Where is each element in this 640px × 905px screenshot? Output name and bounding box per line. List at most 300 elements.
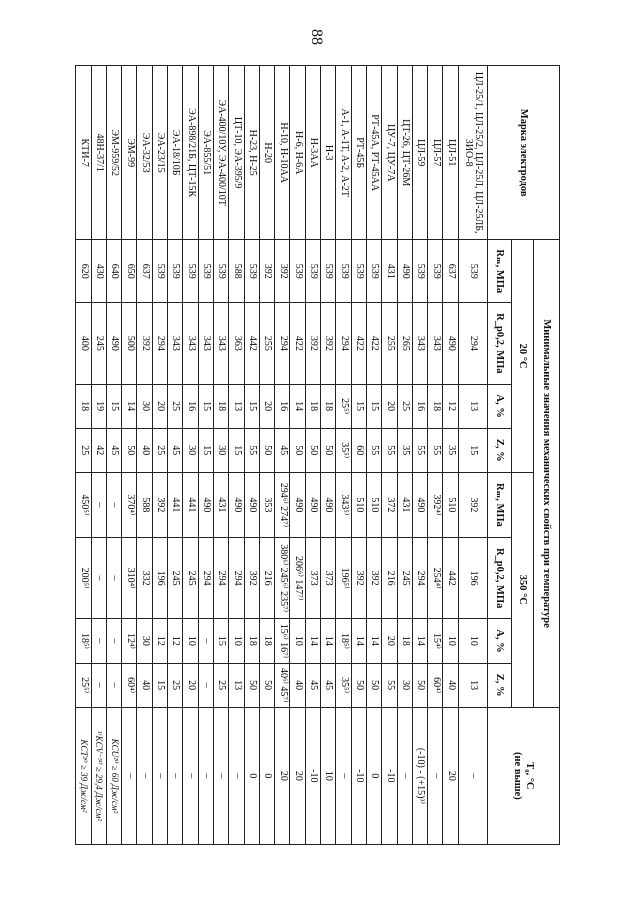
cell-a20: 25 [397,384,412,428]
cell-name: ЦЛ-25/1, ЦЛ-25/2, ЦЛ-25Л, ЦЛ-25ЛБ, ЗИО-8 [458,66,487,240]
cell-z20: 55 [428,428,443,472]
cell-rm: 637 [137,240,152,303]
cell-rm350: 441 [168,472,183,537]
cell-rp20: 343 [213,303,228,384]
cell-rm: 539 [305,240,320,303]
cell-rm: 620 [76,240,92,303]
cell-z20: 35 [397,428,412,472]
table-viewport [75,65,560,845]
cell-t0: – [198,707,213,844]
cell-rp20: 442 [244,303,259,384]
cell-t0: -10 [305,707,320,844]
cell-name: ЭМ-959/52 [106,66,121,240]
cell-z20: 42 [91,428,106,472]
cell-rp350: 216 [259,537,274,618]
cell-t0: 0 [244,707,259,844]
cell-a20: 18 [213,384,228,428]
cell-rm350: 490 [244,472,259,537]
table-row [183,66,198,845]
cell-a20: 25 [168,384,183,428]
cell-z20: 40 [137,428,152,472]
cell-rp20: 363 [229,303,244,384]
cell-t0: – [122,707,137,844]
cell-name: А-1, А-1Т, А-2, А-2Т [336,66,351,240]
header-rm: Rₘ, МПа [488,240,512,303]
cell-rp350: 294 [229,537,244,618]
cell-a350: 30 [137,619,152,663]
cell-z20: 60 [351,428,366,472]
cell-z350: 50 [366,663,381,707]
cell-rp350: 245 [397,537,412,618]
cell-rm350: – [91,472,106,537]
cell-z350: – [106,663,121,707]
cell-a20: 15 [198,384,213,428]
header-rm-350: Rₘ, МПа [488,472,512,537]
cell-rp350: 373 [305,537,320,618]
cell-t0: 0 [366,707,381,844]
cell-t0: -10 [382,707,397,844]
cell-rm350: 490 [229,472,244,537]
cell-rp20: 343 [428,303,443,384]
cell-rm350: 450⁵⁾ [76,472,92,537]
cell-a20: 25⁵⁾ [336,384,351,428]
cell-name: ЭА-18/10Б [168,66,183,240]
cell-rp20: 343 [412,303,427,384]
cell-name: ЭА-898/21Б, ЦТ-15К [183,66,198,240]
cell-rm350: 510 [351,472,366,537]
cell-z350: 50 [412,663,427,707]
cell-t0: – [183,707,198,844]
cell-a350: 18⁵⁾ [336,619,351,663]
cell-a20: 18 [305,384,320,428]
table-row [244,66,259,845]
cell-a350: – [91,619,106,663]
cell-rm: 539 [336,240,351,303]
cell-name: Н-23, Н-25 [244,66,259,240]
cell-a350: 20 [382,619,397,663]
cell-name: ЭМ-99 [122,66,137,240]
cell-rp350: 310⁴⁾ [122,537,137,618]
cell-t0: – [152,707,167,844]
cell-name: Н-3 [321,66,336,240]
header-z-350: Z, % [488,663,512,707]
cell-a350: 15 [213,619,228,663]
table-row [122,66,137,845]
page-number: 88 [308,29,325,45]
cell-z20: 50 [290,428,305,472]
cell-a350: 10 [290,619,305,663]
cell-rm350: 294⁶⁾ 274⁷⁾ [275,472,290,537]
cell-rp350: 196⁵⁾ [336,537,351,618]
cell-a350: 18 [244,619,259,663]
mechanical-properties-table [75,65,560,845]
cell-z20: 50 [321,428,336,472]
cell-rp20: 255 [259,303,274,384]
table-row [382,66,397,845]
cell-rp20: 490 [106,303,121,384]
cell-rm: 539 [152,240,167,303]
cell-rm: 539 [366,240,381,303]
cell-rm: 539 [428,240,443,303]
cell-rp20: 422 [366,303,381,384]
cell-rp350: 392 [351,537,366,618]
cell-a20: 12 [443,384,458,428]
header-rp-350: R_p0,2, МПа [488,537,512,618]
table-row [428,66,443,845]
cell-z20: 15 [229,428,244,472]
cell-rp350: 373 [321,537,336,618]
cell-a20: 19 [91,384,106,428]
cell-name: ЦТ-10, ЭА-395/9 [229,66,244,240]
table-row [106,66,121,845]
cell-rp20: 392 [305,303,320,384]
cell-a20: 18 [428,384,443,428]
cell-z350: 40 [443,663,458,707]
cell-a20: 16 [183,384,198,428]
cell-rp20: 265 [397,303,412,384]
cell-z350: 30 [397,663,412,707]
cell-a20: 20 [259,384,274,428]
cell-rp20: 400 [76,303,92,384]
cell-rp350: – [91,537,106,618]
cell-rp20: 294 [336,303,351,384]
cell-z20: 35⁵⁾ [336,428,351,472]
cell-a20: 18 [321,384,336,428]
cell-name: ЦЛ-51 [443,66,458,240]
table-row [366,66,381,845]
cell-a20: 13 [229,384,244,428]
cell-a350: 12⁴⁾ [122,619,137,663]
cell-name: 48Н-37/1 [91,66,106,240]
cell-z350: 45 [321,663,336,707]
cell-a350: 14 [351,619,366,663]
cell-rm: 539 [213,240,228,303]
cell-z350: 25⁵⁾ [76,663,92,707]
cell-rm350: 588 [137,472,152,537]
cell-a350: 15⁴⁾ [428,619,443,663]
cell-rm350: 490 [290,472,305,537]
cell-a20: 16 [275,384,290,428]
cell-rm: 539 [412,240,427,303]
cell-z20: 55 [366,428,381,472]
cell-t0: – [336,707,351,844]
cell-name: РТ-45А, РТ-45АА [366,66,381,240]
header-electrode: Марка электродов [488,66,560,240]
cell-rm: 392 [259,240,274,303]
cell-t0: – [168,707,183,844]
cell-rp20: 422 [290,303,305,384]
cell-rm350: 353 [259,472,274,537]
cell-rp350: 196 [458,537,487,618]
cell-rp20: 343 [168,303,183,384]
cell-name: Н-3АА [305,66,320,240]
cell-rm: 637 [443,240,458,303]
cell-name: ЭА-32/53 [137,66,152,240]
cell-t0: – [458,707,487,844]
cell-z20: 50 [122,428,137,472]
cell-rp350: 380⁶⁾ 245⁶⁾ 235⁷⁾ [275,537,290,618]
cell-a20: 16 [412,384,427,428]
cell-a20: 15 [366,384,381,428]
cell-a350: 14 [321,619,336,663]
cell-a350: – [106,619,121,663]
cell-name: РТ-45Б [351,66,366,240]
cell-z350: 50 [244,663,259,707]
cell-rp350: 392 [366,537,381,618]
table-row [76,66,92,845]
cell-name: КТИ-7 [76,66,92,240]
cell-a350: 10 [183,619,198,663]
cell-rm: 539 [458,240,487,303]
cell-rp20: 500 [122,303,137,384]
table-row [412,66,427,845]
cell-a20: 20 [382,384,397,428]
cell-rm350: 490 [198,472,213,537]
cell-a20: 15 [351,384,366,428]
cell-z20: 45 [275,428,290,472]
cell-z20: 55 [244,428,259,472]
cell-a20: 30 [137,384,152,428]
cell-rp350: 200⁵⁾ [76,537,92,618]
cell-rp350: 294 [198,537,213,618]
cell-rp20: 343 [183,303,198,384]
cell-rm: 640 [106,240,121,303]
cell-rm350: 490 [412,472,427,537]
header-a-350: A, % [488,619,512,663]
cell-rp20: 245 [91,303,106,384]
cell-z350: 15 [152,663,167,707]
cell-t0: KCT²⁰ ≥ 39 Дж/см² [76,707,92,844]
cell-rp20: 392 [137,303,152,384]
cell-a350: 10 [229,619,244,663]
cell-rm350: 370⁴⁾ [122,472,137,537]
table-row [351,66,366,845]
cell-z20: 35 [443,428,458,472]
table-row [259,66,274,845]
cell-z20: 55 [382,428,397,472]
cell-name: Н-20 [259,66,274,240]
cell-z20: 15 [198,428,213,472]
cell-rm350: – [106,472,121,537]
table-row [91,66,106,845]
cell-z20: 25 [76,428,92,472]
table-row [198,66,213,845]
cell-name: ЭА-23/15 [152,66,167,240]
cell-rp20: 343 [198,303,213,384]
cell-rm: 392 [275,240,290,303]
cell-rm350: 392 [458,472,487,537]
cell-rm350: 510 [366,472,381,537]
table-row [229,66,244,845]
cell-z350: 25 [213,663,228,707]
cell-rp350: 254⁴⁾ [428,537,443,618]
cell-z350: 50 [259,663,274,707]
cell-z350: 40⁶⁾ 45⁷⁾ [275,663,290,707]
cell-t0: (-10) - (+15)³⁾ [412,707,427,844]
cell-name: ЦЛ-57 [428,66,443,240]
cell-rp20: 490 [443,303,458,384]
header-t350: 350 °С [512,472,534,707]
cell-rp20: 294 [458,303,487,384]
cell-name: ЭА-400/10У, ЭА-400/10Т [213,66,228,240]
cell-name: ЦТ-26, ЦТ-26М [397,66,412,240]
cell-z350: 40 [137,663,152,707]
cell-rp20: 392 [321,303,336,384]
cell-z350: – [91,663,106,707]
cell-a350: 18⁵⁾ [76,619,92,663]
cell-z350: 20 [183,663,198,707]
cell-a20: 20 [152,384,167,428]
cell-name: ЭА-855/51 [198,66,213,240]
cell-a350: 12 [152,619,167,663]
cell-rp350: 245 [168,537,183,618]
cell-rm: 539 [321,240,336,303]
cell-t0: 10 [321,707,336,844]
cell-a20: 14 [290,384,305,428]
header-t0-label: T₀, °С [523,762,535,790]
cell-rp350: 392 [244,537,259,618]
cell-rp350: – [106,537,121,618]
cell-t0: 20 [443,707,458,844]
cell-a20: 13 [458,384,487,428]
cell-rp350: 442 [443,537,458,618]
cell-z20: 25 [152,428,167,472]
cell-rm: 539 [198,240,213,303]
cell-a20: 15 [244,384,259,428]
cell-a350: – [198,619,213,663]
cell-rp20: 294 [152,303,167,384]
table-row [290,66,305,845]
cell-rp350: 294 [412,537,427,618]
rotated-page [75,65,560,845]
cell-t0: – [229,707,244,844]
cell-rm350: 392 [152,472,167,537]
cell-a350: 14 [366,619,381,663]
cell-rm: 588 [229,240,244,303]
header-z: Z, % [488,428,512,472]
cell-a20: 15 [106,384,121,428]
table-row [397,66,412,845]
cell-rm: 539 [351,240,366,303]
cell-rp350: 245 [183,537,198,618]
cell-t0: – [428,707,443,844]
cell-rp350: 196 [152,537,167,618]
header-t20: 20 °С [512,240,534,472]
cell-t0: – [137,707,152,844]
cell-t0: ¹⁾KCV⁻⁵⁰ ≥ 29,4 Дж/см² [91,707,106,844]
cell-t0: 20 [290,707,305,844]
table-row [213,66,228,845]
cell-a350: 14 [412,619,427,663]
cell-z350: 45 [305,663,320,707]
cell-rp350: 332 [137,537,152,618]
cell-rm350: 392⁴⁾ [428,472,443,537]
cell-a350: 10 [443,619,458,663]
header-t0 [488,707,560,844]
cell-t0: – [397,707,412,844]
cell-t0: 0 [259,707,274,844]
cell-z20: 45 [168,428,183,472]
cell-name: ЦУ-7, ЦУ-7А [382,66,397,240]
cell-z20: 50 [259,428,274,472]
header-a: A, % [488,384,512,428]
cell-rm: 539 [244,240,259,303]
cell-name: Н-6, Н-6А [290,66,305,240]
cell-rp350: 206⁶⁾ 147⁷⁾ [290,537,305,618]
cell-rm: 490 [397,240,412,303]
cell-rp20: 294 [275,303,290,384]
header-min-values: Минимальные значения механических свойств при температуре [534,240,560,707]
cell-rp350: 216 [382,537,397,618]
table-row [137,66,152,845]
cell-z350: 60⁴⁾ [428,663,443,707]
cell-name: Н-10, Н-10АА [275,66,290,240]
cell-name: ЦЛ-59 [412,66,427,240]
cell-z350: 40 [290,663,305,707]
cell-a350: 10 [458,619,487,663]
cell-z20: 15 [458,428,487,472]
cell-z350: 60⁴⁾ [122,663,137,707]
cell-rm350: 431 [397,472,412,537]
cell-rp20: 255 [382,303,397,384]
cell-z350: 55 [382,663,397,707]
cell-a350: 18 [259,619,274,663]
cell-t0: 20 [275,707,290,844]
table-row [336,66,351,845]
table-row [305,66,320,845]
cell-a350: 12 [168,619,183,663]
cell-a20: 18 [76,384,92,428]
cell-rp20: 422 [351,303,366,384]
cell-z20: 50 [305,428,320,472]
cell-z20: 55 [412,428,427,472]
cell-rm: 539 [290,240,305,303]
cell-z20: 45 [106,428,121,472]
table-row [168,66,183,845]
cell-t0: – [213,707,228,844]
header-rp: R_p0,2, МПа [488,303,512,384]
table-body [76,66,488,845]
cell-t0: -10 [351,707,366,844]
cell-rm350: 490 [321,472,336,537]
table-row [152,66,167,845]
cell-rm350: 431 [213,472,228,537]
cell-z20: 30 [213,428,228,472]
cell-a350: 15⁶⁾ 16⁷⁾ [275,619,290,663]
cell-rm350: 441 [183,472,198,537]
cell-z350: – [198,663,213,707]
table-row [321,66,336,845]
cell-z350: 25 [168,663,183,707]
cell-rp350: 294 [213,537,228,618]
cell-z350: 35⁵⁾ [336,663,351,707]
cell-rm350: 372 [382,472,397,537]
cell-z350: 50 [351,663,366,707]
cell-t0: KCU²⁰ ≥ 60 Дж/см² [106,707,121,844]
cell-rm350: 490 [305,472,320,537]
cell-z350: 13 [458,663,487,707]
cell-rm: 539 [183,240,198,303]
cell-rm: 650 [122,240,137,303]
table-row [458,66,487,845]
cell-a350: 14 [305,619,320,663]
cell-a350: 18 [397,619,412,663]
header-t0-note: (не выше) [512,752,524,800]
cell-rm350: 343⁵⁾ [336,472,351,537]
cell-rm: 431 [382,240,397,303]
cell-rm350: 510 [443,472,458,537]
cell-a20: 14 [122,384,137,428]
